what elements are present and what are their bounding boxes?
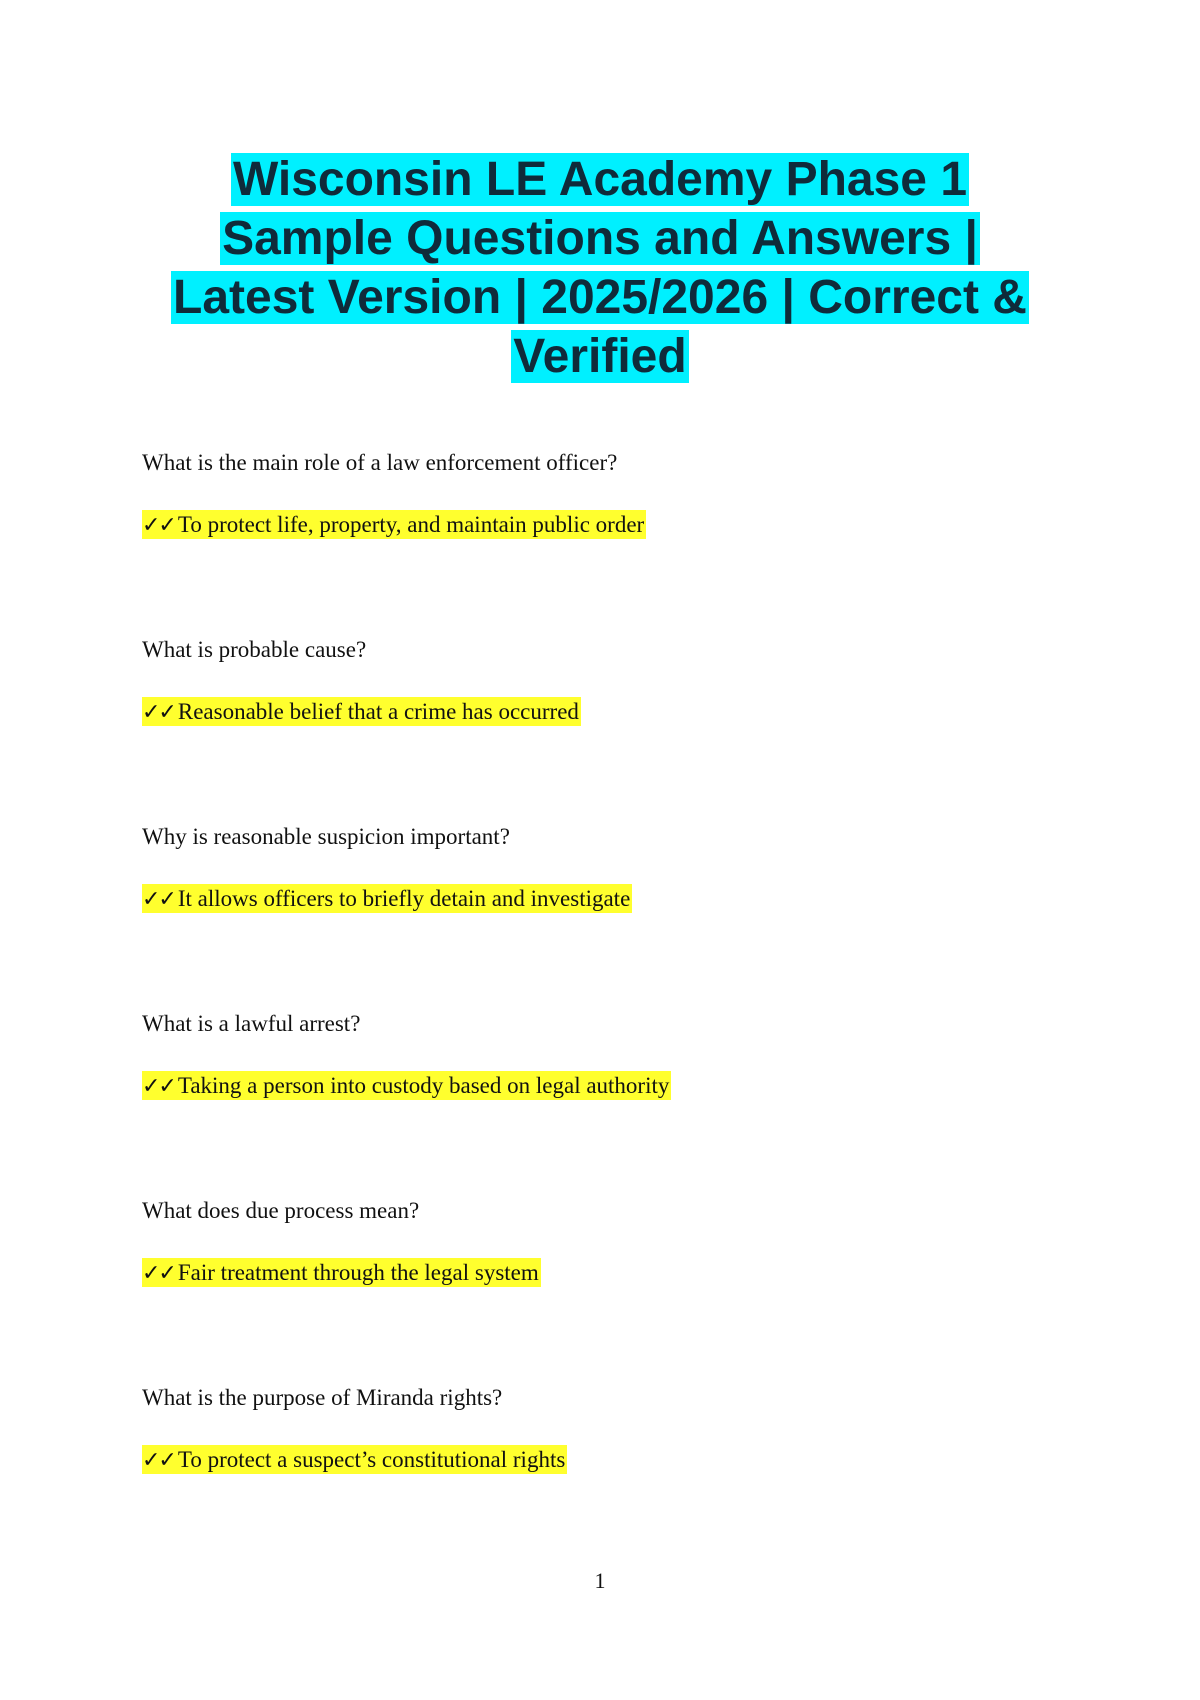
double-check-icon: ✓✓ <box>142 1261 175 1286</box>
question-text: Why is reasonable suspicion important? <box>142 824 510 849</box>
qa-item <box>142 1196 1082 1383</box>
title-line: Sample Questions and Answers | <box>222 212 978 265</box>
title-line: Latest Version | 2025/2026 | Correct & <box>173 271 1027 324</box>
qa-item <box>142 822 1082 1009</box>
document-title <box>120 150 1080 386</box>
question-text: What does due process mean? <box>142 1198 420 1223</box>
double-check-icon: ✓✓ <box>142 887 175 912</box>
answer-text <box>142 697 1082 728</box>
title-line: Wisconsin LE Academy Phase 1 <box>232 153 968 206</box>
double-check-icon: ✓✓ <box>142 700 175 725</box>
qa-item <box>142 1383 1082 1570</box>
title-line: Verified <box>513 330 687 383</box>
answer-text <box>142 1445 1082 1476</box>
answer-highlight <box>142 1445 567 1474</box>
answer-text <box>142 1071 1082 1102</box>
qa-list <box>142 448 1082 1570</box>
answer-highlight <box>142 1258 541 1287</box>
answer-text <box>142 1258 1082 1289</box>
answer-label: To protect life, property, and maintain public order <box>177 512 645 537</box>
question-text: What is probable cause? <box>142 637 367 662</box>
qa-item <box>142 635 1082 822</box>
answer-label: Reasonable belief that a crime has occurred <box>177 699 579 724</box>
answer-highlight <box>142 884 632 913</box>
answer-highlight <box>142 1071 671 1100</box>
answer-label: To protect a suspect’s constitutional rights <box>177 1447 566 1472</box>
qa-item <box>142 1009 1082 1196</box>
answer-highlight <box>142 697 581 726</box>
answer-highlight <box>142 510 646 539</box>
double-check-icon: ✓✓ <box>142 1074 175 1099</box>
answer-label: It allows officers to briefly detain and investigate <box>177 886 631 911</box>
answer-label: Fair treatment through the legal system <box>177 1260 539 1285</box>
answer-text <box>142 884 1082 915</box>
question-text: What is the purpose of Miranda rights? <box>142 1385 503 1410</box>
answer-label: Taking a person into custody based on legal authority <box>177 1073 670 1098</box>
qa-item <box>142 448 1082 635</box>
page-number: 1 <box>594 1568 606 1593</box>
double-check-icon: ✓✓ <box>142 513 175 538</box>
double-check-icon: ✓✓ <box>142 1448 175 1473</box>
question-text: What is a lawful arrest? <box>142 1011 361 1036</box>
question-text: What is the main role of a law enforcement officer? <box>142 450 618 475</box>
answer-text <box>142 510 1082 541</box>
